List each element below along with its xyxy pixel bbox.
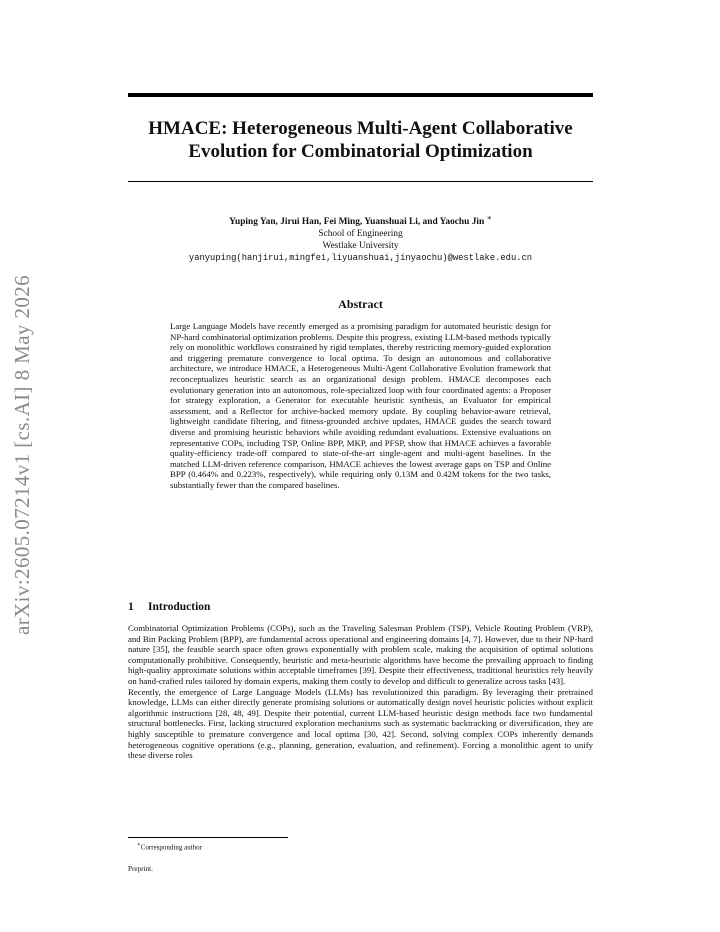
preprint-label: Preprint. [128, 865, 153, 873]
introduction-body [128, 623, 593, 761]
footnote-rule [128, 837, 288, 838]
abstract-text: Large Language Models have recently emerged as a promising paradigm for automated heuristic design for NP-hard combinatorial optimization problems. Despite this progress, existing LLM-based methods typically rely on monolithic workflows constrained by rigid templates, thereby restricting memory-guided exploration and triggering premature convergence to local optima. To design an autonomous and collaborative architecture, we introduce HMACE, a Heterogeneous Multi-Agent Collaborative Evolution framework that reconceptualizes heuristic search as an organizational design problem. HMACE decomposes each evolutionary generation into an autonomous, role-specialized loop with four coordinated agents: a Proposer for strategy exploration, a Generator for executable heuristic synthesis, an Evaluator for empirical assessment, and a Reflector for archive-backed memory update. By coupling behavior-aware retrieval, lightweight candidate filtering, and fitness-grounded archive updates, HMACE guides the search toward diverse and promising heuristic behaviors while avoiding redundant evaluations. Extensive evaluations on representative COPs, including TSP, Online BPP, MKP, and PFSP, show that HMACE achieves a favorable quality-efficiency trade-off compared to state-of-the-art single-agent and multi-agent baselines. In the matched LLM-driven reference comparison, HMACE achieves the lowest average gaps on TSP and Online BPP (0.464% and 0.223%, respectively), while requiring only 0.13M and 0.42M tokens for the two tasks, substantially fewer than the compared baselines. [170, 321, 551, 490]
section-title: Introduction [148, 601, 211, 613]
footnote [137, 842, 202, 851]
title-bottom-rule [128, 181, 593, 182]
author-block [128, 212, 593, 264]
corresponding-mark: ∗ [486, 213, 492, 222]
author-names: Yuping Yan, Jirui Han, Fei Ming, Yuanshuai Li, and Yaochu Jin [229, 217, 485, 228]
arxiv-identifier: arXiv:2605.07214v1 [cs.AI] 8 May 2026 [10, 274, 34, 635]
footnote-mark: ∗ [137, 842, 141, 848]
section-heading-introduction [128, 601, 593, 613]
footnote-text: Corresponding author [140, 843, 202, 852]
affiliation-school: School of Engineering [318, 229, 403, 240]
intro-paragraph-1: Combinatorial Optimization Problems (COPs), such as the Traveling Salesman Problem (TSP), Vehicle Routing Problem (VRP), and Bin Packing Problem (BPP), are fundamental across operational and engineering domains [4, 7]. However, due to their NP-hard nature [35], the feasible search space often grows exponentially with problem scale, making the acquisition of optimal solutions computationally prohibitive. Consequently, heuristic and meta-heuristic algorithms have become the prevailing approach to finding high-quality approximate solutions within acceptable timeframes [39]. Despite their effectiveness, traditional heuristics rely heavily on hand-crafted rules tailored by domain experts, making them costly to develop and difficult to generalize across tasks [43]. [128, 623, 593, 686]
title-top-rule [128, 93, 593, 97]
section-number: 1 [128, 601, 134, 613]
author-email: yanyuping(hanjirui,mingfei,liyuanshuai,jinyaochu)@westlake.edu.cn [188, 253, 533, 264]
intro-paragraph-2: Recently, the emergence of Large Language Models (LLMs) has revolutionized this paradigm. By leveraging their pretrained knowledge, LLMs can either directly generate promising solutions or automatically design novel heuristic policies without explicit algorithmic instructions [28, 48, 49]. Despite their potential, current LLM-based heuristic design methods face two fundamental structural bottlenecks. First, lacking structured exploration mechanisms such as systematic backtracking or diversification, they are highly susceptible to premature convergence and local optima [30, 42]. Second, solving complex COPs inherently demands heterogeneous cognitive operations (e.g., planning, generation, evaluation, and refinement). Forcing a monolithic agent to unify these diverse roles [128, 686, 593, 761]
affiliation-university: Westlake University [322, 241, 399, 252]
paper-title: HMACE: Heterogeneous Multi-Agent Collaborative Evolution for Combinatorial Optimization [148, 118, 573, 162]
abstract-heading: Abstract [338, 297, 383, 311]
